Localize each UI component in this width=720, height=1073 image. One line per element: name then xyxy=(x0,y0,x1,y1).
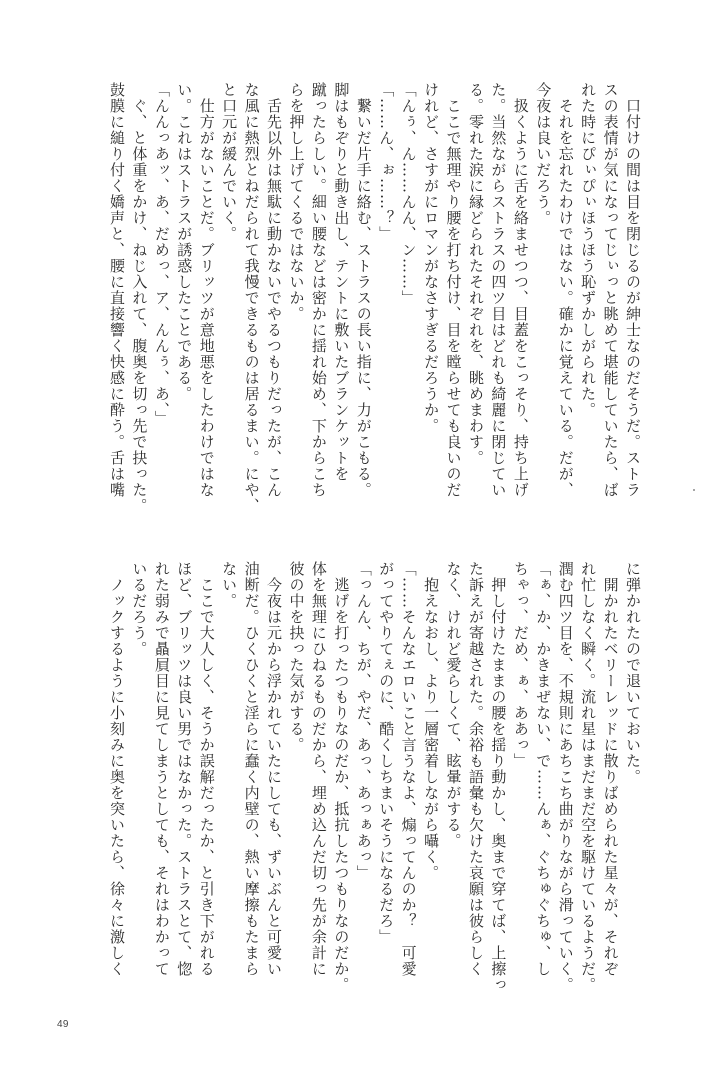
text-column: 開かれたベリーレッドに散りばめられた星々が、それぞ xyxy=(601,577,620,977)
text-column: ぐ、と体重をかけ、ねじ入れて、腹奥を切っ先で抉った。 xyxy=(130,98,149,514)
text-column: れ忙しなく瞬く。流れ星はまだまだ空を駆けているようだ。 xyxy=(579,561,598,993)
text-column: スの表情が気になってじぃっと眺めて堪能していたら、ば xyxy=(601,82,620,498)
text-column: ノックするように小刻みに奥を突いたら、徐々に激しく xyxy=(107,577,126,977)
text-column: 抱えなおし、より一層密着しながら囁く。 xyxy=(422,577,441,881)
text-column: た。当然ながらストラスの四ツ目はどれも綺麗に閉じてい xyxy=(489,82,508,498)
text-column: な風に熱烈とねだられて我慢できるものは居るまい。にや、 xyxy=(242,82,261,514)
text-column: 繋いだ片手に絡む、ストラスの長い指に、力がこもる。 xyxy=(354,98,373,498)
dialogue-column: 「んぅ、ん……んん、ン……」 xyxy=(399,82,418,306)
text-column: 押し付けたままの腰を揺り動かし、奥まで穿てば、上擦っ xyxy=(489,577,508,993)
lower-text-block xyxy=(106,561,644,993)
text-column: た訴えが寄越された。余裕も語彙も欠けた哀願は彼らしく xyxy=(466,561,485,977)
text-column: 脚はもぞりと動き出し、テントに敷いたブランケットを xyxy=(332,82,351,482)
text-column: 逃げを打ったつもりなのだか、抵抗したつもりなのだか。 xyxy=(332,577,351,993)
text-column: 油断だ。ひくひくと淫らに蠢く内壁の、熱い摩擦もたまら xyxy=(242,561,261,977)
text-column: 彼の中を抉った気がする。 xyxy=(287,561,306,753)
dialogue-column: 「んんっあッ、あ、だめっ、ア、んんぅ、あ、」 xyxy=(152,82,171,427)
dialogue-column: 「……そんなエロいこと言うなよ、煽ってんのか？ 可愛 xyxy=(399,561,418,977)
text-column: れた時にぴぃぴぃほうほう恥ずかしがられた。 xyxy=(579,82,598,418)
text-column: それを忘れたわけではない。確かに覚えている。だが、 xyxy=(556,98,575,498)
text-column: る。零れた涙に縁どられたそれぞれを、眺めまわす。 xyxy=(466,82,485,466)
text-column: 蹴ったらしい。細い腰などは密かに揺れ始め、下からこち xyxy=(309,82,328,498)
dialogue-column: 「……ん、ぉ……？」 xyxy=(377,82,396,242)
text-column: れた弱みで贔屓目に見てしまうとしても、それはわかって xyxy=(152,561,171,977)
text-column: 鼓膜に縋り付く嬌声と、腰に直接響く快感に酔う。舌は嘴 xyxy=(107,82,126,498)
text-column: ほど、ブリッツは良い男ではなかった。ストラスとて、惚 xyxy=(175,561,194,977)
text-column: に弾かれたので退いておいた。 xyxy=(624,561,642,785)
text-column: 潤む四ツ目を、不規則にあちこち曲がりながら滑っていく。 xyxy=(556,561,575,993)
text-column: ここで大人しく、そうか誤解だったか、と引き下がれる xyxy=(197,577,216,977)
stray-print-mark xyxy=(693,489,695,491)
text-column: 仕方がないことだ。ブリッツが意地悪をしたわけではな xyxy=(197,98,216,498)
dialogue-column: がってやりてぇのに、酷くしちまいそうになるだろ」 xyxy=(377,561,396,945)
dialogue-column: ちゃっ、だめ、ぁ、ああっ」 xyxy=(511,561,530,769)
text-column: 体を無理にひねるものだから、埋め込んだ切っ先が余計に xyxy=(309,561,328,977)
text-column: 今夜は良いだろう。 xyxy=(534,82,553,226)
text-column: 舌先以外は無駄に動かないでやるつもりだったが、こん xyxy=(265,98,283,498)
text-column: ない。 xyxy=(220,561,239,609)
text-column: らを押し上げてくるではないか。 xyxy=(287,82,306,322)
text-column: なく、けれど愛らしくて、眩暈がする。 xyxy=(444,561,463,849)
text-column: 今夜は元から浮かれていたにしても、ずいぶんと可愛い xyxy=(265,577,283,977)
dialogue-column: 「ぁ、か、かきまぜない、で……んぁ、ぐちゅぐちゅ、し xyxy=(534,561,553,977)
text-column: ここで無理やり腰を打ち付け、目を瞠らせても良いのだ xyxy=(444,98,463,498)
dialogue-column: 「っんん、ちが、やだ、あっ、あっぁあっ」 xyxy=(354,561,373,881)
text-column: けれど、さすがにロマンがなさすぎるだろうか。 xyxy=(422,82,441,434)
text-column: いるだろう。 xyxy=(130,561,149,657)
text-column: 口付けの間は目を閉じるのが紳士なのだそうだ。ストラ xyxy=(624,98,642,498)
text-column: と口元が緩んでいく。 xyxy=(220,82,239,242)
text-column: い。これはストラスが誘惑したことである。 xyxy=(175,82,194,402)
text-column: 扱くように舌を絡ませつつ、目蓋をこっそり、持ち上げ xyxy=(511,98,530,498)
upper-text-block xyxy=(106,82,644,514)
page-number: 49 xyxy=(57,1019,69,1030)
